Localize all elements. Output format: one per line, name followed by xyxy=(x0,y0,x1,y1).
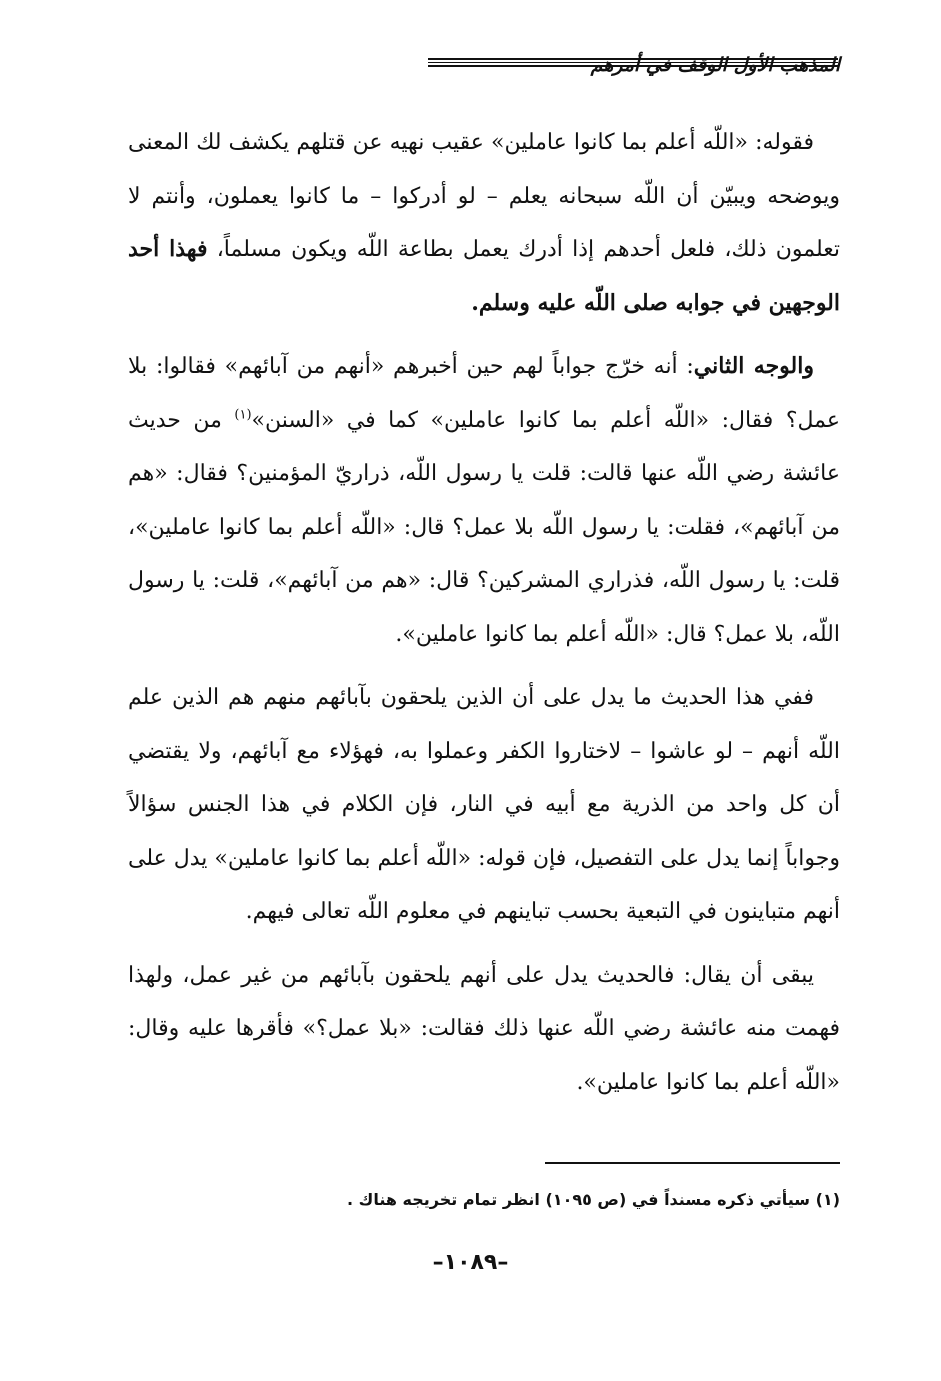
running-header xyxy=(120,48,840,88)
footnote: (١) سيأتي ذكره مسنداً في (ص ١٠٩٥) انظر تمام تخريجه هناك . xyxy=(347,1190,840,1209)
paragraph-3: ففي هذا الحديث ما يدل على أن الذين يلحقون بآبائهم منهم هم الذين علم اللّه أنهم – لو عاشوا – لاختاروا الكفر وعملوا به، فهؤلاء مع آبائهم، ولا يقتضي أن كل واحد من الذرية مع أبيه في النار، فإن الكلام في هذا الجنس سؤالاً وجواباً إنما يدل على التفصيل، فإن قوله: «اللّه أعلم بما كانوا عاملين» يدل على أنهم متباينون في التبعية بحسب تباينهم في معلوم اللّه تعالى فيهم. xyxy=(128,685,840,924)
running-title: المذهب الأول الوقف في أمرهم xyxy=(590,54,840,76)
paragraph-2 xyxy=(128,340,840,661)
footnote-separator xyxy=(545,1162,840,1164)
paragraph-1-text: فقوله: «اللّه أعلم بما كانوا عاملين» عقيب نهيه عن قتلهم يكشف لك المعنى ويوضحه ويبيّن أن اللّه سبحانه يعلم – لو أدركوا – ما كانوا يعملون، وأنتم لا تعلمون ذلك، فلعل أحدهم إذا أدرك يعمل بطاعة اللّه ويكون مسلماً، xyxy=(128,130,840,262)
paragraph-2-text-continued: من حديث عائشة رضي اللّه عنها قالت: قلت يا رسول اللّه، ذراريّ المؤمنين؟ فقال: «هم من آبائهم»، فقلت: يا رسول اللّه بلا عمل؟ قال: «اللّه أعلم بما كانوا عاملين»، قلت: يا رسول اللّه، فذراري المشركين؟ قال: «هم من آبائهم»، قلت: يا رسول اللّه، بلا عمل؟ قال: «اللّه أعلم بما كانوا عاملين». xyxy=(128,407,840,647)
paragraph-2-text: : أنه خرّج جواباً لهم حين أخبرهم «أنهم من آبائهم» فقالوا: بلا عمل؟ فقال: «اللّه أعلم بما كانوا عاملين» كما في «السنن» xyxy=(128,354,841,433)
paragraph-1 xyxy=(128,116,840,330)
body-text xyxy=(128,116,840,1119)
footnote-reference: (١) xyxy=(234,407,252,423)
paragraph-1-bold-text: فهذا أحد الوجهين في جوابه صلى اللّه عليه وسلم. xyxy=(128,236,840,316)
header-double-rule xyxy=(428,58,838,67)
paragraph-2-heading: والوجه الثاني xyxy=(693,353,814,379)
paragraph-4: يبقى أن يقال: فالحديث يدل على أنهم يلحقون بآبائهم من غير عمل، ولهذا فهمت منه عائشة رضي اللّه عنها ذلك فقالت: «بلا عمل؟» فأقرها عليه وقال: «اللّه أعلم بما كانوا عاملين». xyxy=(128,962,840,1095)
page-number: –١٠٨٩– xyxy=(432,1250,509,1275)
